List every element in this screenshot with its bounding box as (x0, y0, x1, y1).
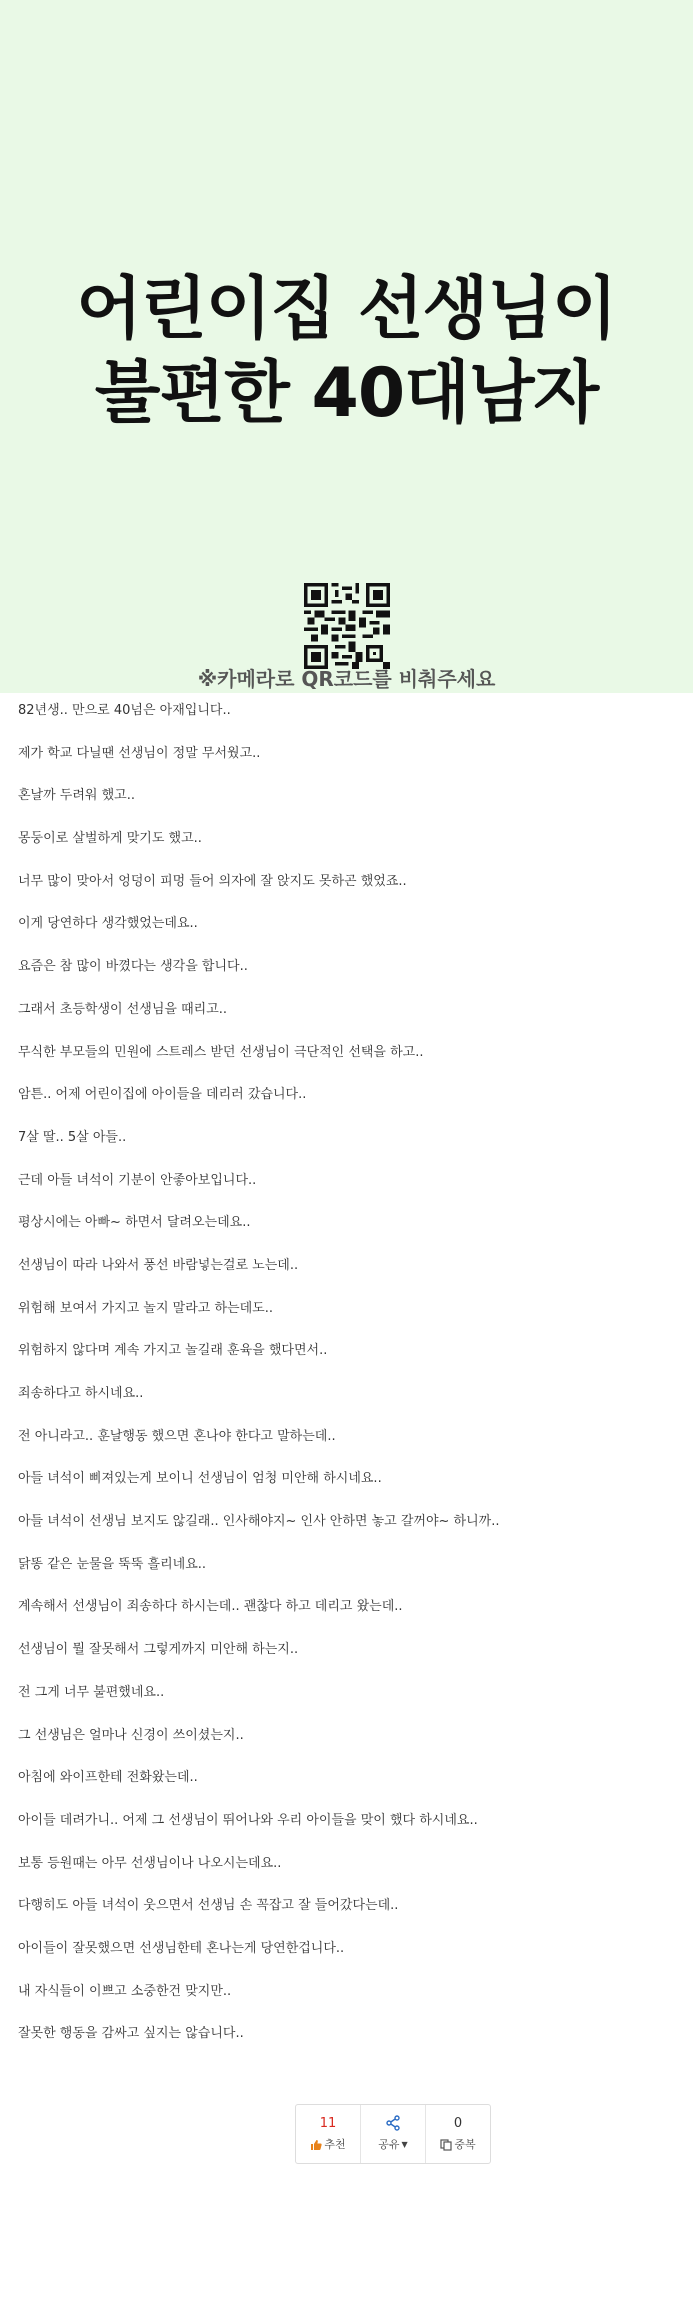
duplicate-button[interactable] (426, 2105, 490, 2163)
like-count: 11 (319, 2116, 337, 2131)
post-line: 전 아니라고.. 훈날행동 했으면 혼나야 한다고 말하는데.. (18, 1428, 336, 1444)
hero-title (0, 268, 693, 436)
duplicate-label: 중복 (454, 2138, 476, 2151)
post-line: 선생님이 따라 나와서 풍선 바람넣는걸로 노는데.. (18, 1257, 299, 1273)
post-line: 82년생.. 만으로 40넘은 아재입니다.. (18, 703, 231, 718)
post-line: 아이들 데려가니.. 어제 그 선생님이 뛰어나와 우리 아이들을 맞이 했다 하시네요.. (18, 1812, 478, 1828)
post-line: 죄송하다고 하시네요.. (18, 1386, 144, 1401)
post-line: 아이들이 잘못했으면 선생님한테 혼나는게 당연한겁니다.. (18, 1940, 345, 1956)
share-icon (386, 2115, 400, 2131)
post-line: 이게 당연하다 생각했었는데요.. (18, 916, 198, 932)
share-label: 공유 (378, 2138, 400, 2151)
post-line: 위험해 보여서 가지고 놀지 말라고 하는데도.. (18, 1300, 273, 1316)
hero-banner (0, 0, 693, 693)
post-line: 내 자식들이 이쁘고 소중한건 맞지만.. (18, 1983, 232, 1999)
caret-down-icon: ▼ (401, 2140, 408, 2149)
post-line: 7살 딸.. 5살 아들.. (18, 1129, 127, 1145)
hero-title-line2: 불편한 40대남자 (94, 354, 599, 433)
post-line: 잘못한 행동을 감싸고 싶지는 않습니다.. (18, 2026, 244, 2042)
post-action-bar (295, 2104, 491, 2164)
post-line: 제가 학교 다닐땐 선생님이 정말 무서웠고.. (18, 745, 261, 761)
duplicate-icon (440, 2139, 452, 2151)
post-line: 아들 녀석이 삐져있는게 보이니 선생님이 엄청 미안해 하시네요.. (18, 1471, 382, 1487)
like-button[interactable] (296, 2105, 361, 2163)
post-line: 몽둥이로 살벌하게 맞기도 했고.. (18, 831, 202, 847)
post-content (18, 700, 678, 2066)
post-line: 다행히도 아들 녀석이 웃으면서 선생님 손 꼭잡고 잘 들어갔다는데.. (18, 1898, 399, 1914)
post-line: 그 선생님은 얼마나 신경이 쓰이셨는지.. (18, 1727, 244, 1743)
post-line: 평상시에는 아빠~ 하면서 달려오는데요.. (18, 1215, 251, 1231)
like-label: 추천 (324, 2138, 346, 2151)
thumbs-up-icon (310, 2139, 322, 2151)
post-line: 무식한 부모들의 민원에 스트레스 받던 선생님이 극단적인 선택을 하고.. (18, 1044, 424, 1060)
share-button[interactable] (361, 2105, 426, 2163)
post-line: 암튼.. 어제 어린이집에 아이들을 데리러 갔습니다.. (18, 1087, 307, 1103)
post-line: 아들 녀석이 선생님 보지도 않길래.. 인사해야지~ 인사 안하면 놓고 갈꺼야~ 하니까.. (18, 1514, 500, 1530)
post-line: 아침에 와이프한테 전화왔는데.. (18, 1770, 198, 1786)
post-line: 혼날까 두려워 했고.. (18, 788, 135, 804)
post-line: 전 그게 너무 불편했네요.. (18, 1684, 165, 1700)
post-line: 선생님이 뭘 잘못해서 그렇게까지 미안해 하는지.. (18, 1642, 299, 1658)
hero-title-line1: 어린이집 선생님이 (76, 270, 617, 349)
post-line: 닭똥 같은 눈물을 뚝뚝 흘리네요.. (18, 1556, 207, 1572)
post-line: 근데 아들 녀석이 기분이 안좋아보입니다.. (18, 1172, 257, 1188)
duplicate-count: 0 (453, 2116, 463, 2131)
qr-caption: ※카메라로 QR코드를 비춰주세요 (197, 667, 496, 691)
post-line: 위험하지 않다며 계속 가지고 놀길래 훈육을 했다면서.. (18, 1343, 328, 1359)
post-line: 그래서 초등학생이 선생님을 때리고.. (18, 1001, 228, 1017)
post-line: 요즘은 참 많이 바꼈다는 생각을 합니다.. (18, 959, 248, 975)
post-line: 계속해서 선생님이 죄송하다 하시는데.. 괜찮다 하고 데리고 왔는데.. (18, 1599, 403, 1615)
qr-code-icon (304, 583, 390, 669)
post-line: 보통 등원때는 아무 선생님이나 나오시는데요.. (18, 1855, 282, 1871)
post-line: 너무 많이 맞아서 엉덩이 피멍 들어 의자에 잘 앉지도 못하곤 했었죠.. (18, 873, 407, 889)
